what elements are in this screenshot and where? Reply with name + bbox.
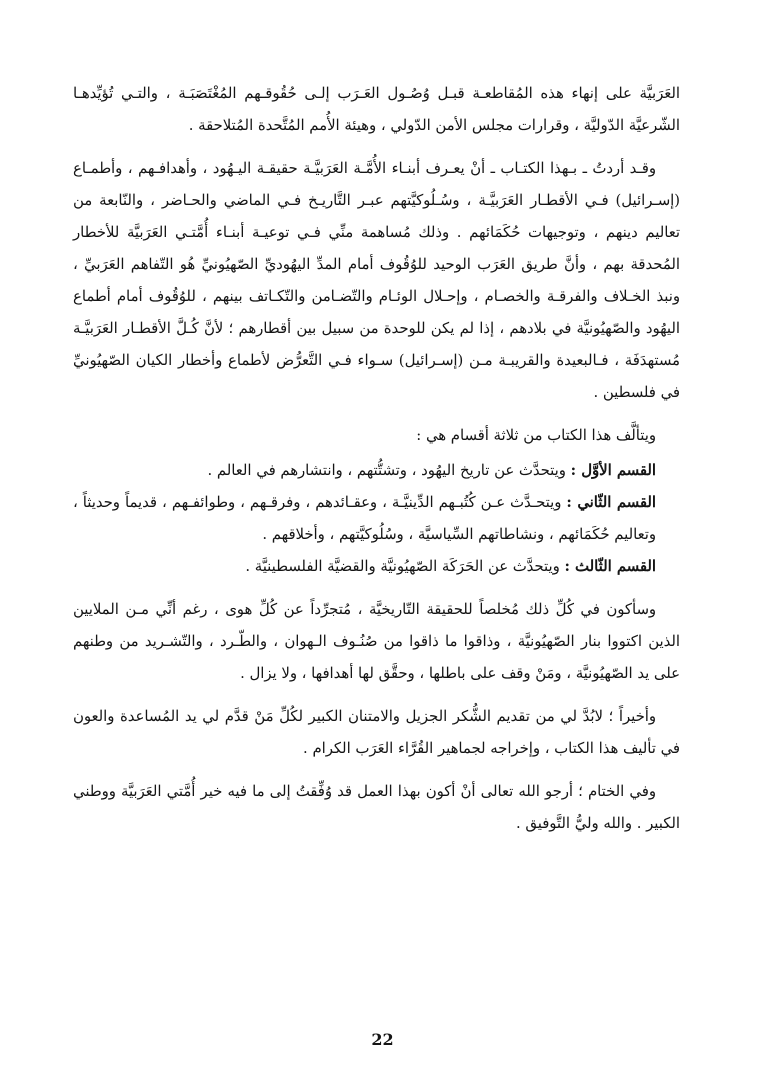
section-item — [73, 487, 680, 551]
paragraph-continuation: العَرَبيَّة على إنهاء هذه المُقاطعـة قبـل وُصُـول العَـرَب إلـى حُقُوقـهم المُغْتَصَبَـة ، والتـي تُؤيِّدهـا الشّرعيَّة الدّوليَّة ، وقرارات مجلس الأمن الدّولي ، وهيئة الأُمم المُتَّحدة المُتلاحقة . — [73, 85, 680, 134]
paragraph-objectivity: وسأكون في كُلِّ ذلك مُخلصاً للحقيقة التّاريخيَّة ، مُتجرِّداً عن كُلِّ هوى ، رغم أنِّي مـن الملايين الذين اكتووا بنار الصّهيُونيَّة ، وذاقوا ما ذاقوا من صُنُـوف الـهوان ، والطّـرد ، والتّشـريد من وطنهم على يد الصّهيُونيَّة ، ومَنْ وقف على باطلها ، وحقَّق لها أهدافها ، ولا يزال . — [73, 601, 680, 682]
section-text: ويتحدَّث عن تاريخ اليهُود ، وتشتُّتهم ، وانتشارهم في العالم . — [207, 462, 566, 479]
section-text: ويتحـدَّث عـن كُتُبـهم الدِّينيَّـة ، وعقـائدهم ، وفرقـهم ، وطوائفـهم ، قديماً وحديثاً ، وتعاليم حُكَمَائهم ، ونشاطاتهم السِّياسيَّة ، وسُلُوكيَّتهم ، وأخلاقهم . — [73, 494, 656, 543]
section-item — [73, 551, 680, 583]
page-number: 22 — [371, 1030, 394, 1049]
section-text: ويتحدَّث عن الحَرَكَة الصّهيُونيَّة والقضيَّة الفلسطينيَّة . — [245, 558, 560, 575]
section-item — [73, 455, 680, 487]
section-heading: القسم الأوَّل : — [570, 462, 656, 479]
sections-list — [73, 455, 680, 583]
body-text — [73, 78, 680, 840]
section-heading: القسم الثّاني : — [566, 494, 656, 511]
paragraph-conclusion: وفي الختام ؛ أرجو الله تعالى أنْ أكون بهذا العمل قد وُفِّقتُ إلى ما فيه خير أُمَّتي العَرَبيَّة ووطني الكبير . والله وليُّ التَّوفيق . — [73, 783, 680, 832]
section-heading: القسم الثّالث : — [564, 558, 656, 575]
paragraph-purpose: وقـد أردتُ ـ بـهذا الكتـاب ـ أنْ يعـرف أبنـاء الأُمَّـة العَرَبيَّـة حقيقـة اليـهُود ، وأهدافـهم ، وأطمـاع (إسـرائيل) فـي الأقطـار العَرَبيَّـة ، وسُـلُوكيَّتهم عبـر التَّاريـخ فـي الماضي والحـاضر ، والنّابعة من تعاليم دينهم ، وتوجيهات حُكَمَائهم . وذلك مُساهمة منِّي فـي توعيـة أبنـاء أُمَّتـي العَرَبيَّة للأخطار المُحدقة بهم ، وأنَّ طريق العَرَب الوحيد للوُقُوف أمام المدِّ اليهُوديِّ الصّهيُونيِّ هُو التّفاهم العَرَبيِّ ، ونبذ الخـلاف والفرقـة والخصـام ، وإحـلال الوئـام والتّضـامن والتّكـاتف بينهم ، للوُقُوف أمام أطماع اليهُود والصّهيُونيَّة في بلادهم ، إذا لم يكن للوحدة من سبيل بين أقطارهم ؛ لأنَّ كُـلَّ الأقطـار العَرَبيَّـة مُستهدَفَة ، فـالبعيدة والقريبـة مـن (إسـرائيل) سـواء فـي التَّعرُّض لأطماع وأخطار الكيان الصّهيُونيِّ في فلسطين . — [73, 160, 680, 401]
paragraph-structure-intro: ويتألَّف هذا الكتاب من ثلاثة أقسام هي : — [416, 427, 656, 444]
paragraph-acknowledgement: وأخيراً ؛ لابُدَّ لي من تقديم الشُّكر الجزيل والامتنان الكبير لكُلِّ مَنْ قدَّم لي يد المُساعدة والعون في تأليف هذا الكتاب ، وإخراجه لجماهير القُرَّاء العَرَب الكرام . — [73, 708, 680, 757]
